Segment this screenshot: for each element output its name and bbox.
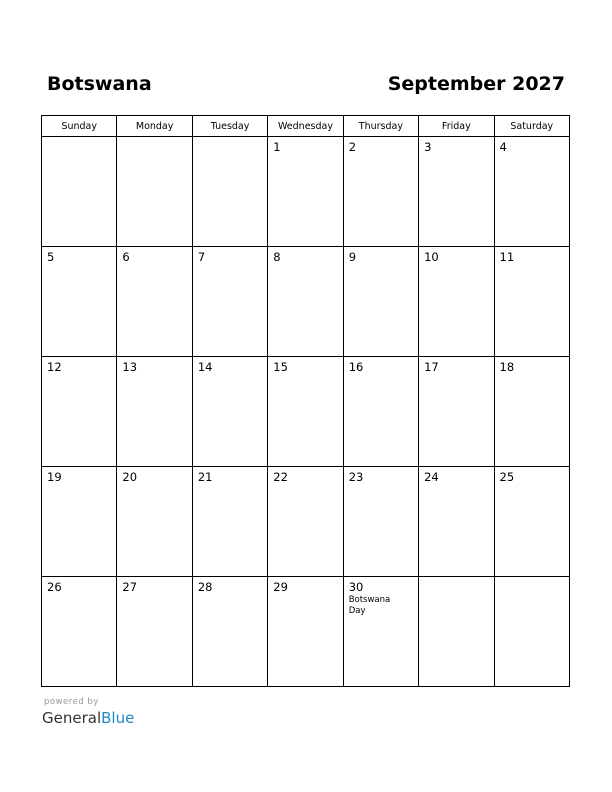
week-row [42, 137, 570, 247]
day-number: 1 [273, 140, 281, 154]
weekday-header: Tuesday [192, 116, 267, 137]
day-cell [419, 247, 494, 357]
day-cell [117, 357, 192, 467]
day-number: 30 [348, 580, 364, 594]
powered-by-text: powered by [44, 697, 99, 707]
day-cell [117, 247, 192, 357]
day-cell-empty [192, 137, 267, 247]
day-number: 25 [499, 470, 515, 484]
day-number: 16 [348, 360, 364, 374]
day-cell [42, 357, 117, 467]
weekday-header: Wednesday [268, 116, 343, 137]
day-number: 29 [273, 580, 288, 594]
weekday-header: Thursday [343, 116, 418, 137]
week-row [42, 247, 570, 357]
day-cell-empty [42, 137, 117, 247]
day-number: 11 [499, 250, 515, 264]
day-number: 21 [197, 470, 213, 484]
day-cell [268, 577, 343, 687]
day-number: 24 [424, 470, 439, 484]
day-number: 5 [47, 250, 55, 264]
day-cell [42, 247, 117, 357]
day-number: 19 [47, 470, 62, 484]
day-cell [117, 467, 192, 577]
day-number: 3 [424, 140, 432, 154]
day-cell-empty [117, 137, 192, 247]
day-number: 15 [273, 360, 288, 374]
week-row [42, 577, 570, 687]
day-number: 14 [197, 360, 213, 374]
day-number: 13 [122, 360, 138, 374]
day-number: 22 [273, 470, 288, 484]
day-cell [343, 467, 418, 577]
day-cell [268, 467, 343, 577]
weekday-header-row [42, 116, 570, 137]
brand-blue-text: Blue [101, 709, 135, 727]
weekday-header: Sunday [42, 116, 117, 137]
day-cell [117, 577, 192, 687]
day-number: 10 [424, 250, 439, 264]
day-cell [192, 357, 267, 467]
day-cell [42, 577, 117, 687]
day-cell [494, 247, 569, 357]
weekday-header: Saturday [494, 116, 569, 137]
day-cell [343, 247, 418, 357]
week-row [42, 357, 570, 467]
country-title: Botswana [47, 73, 152, 95]
day-cell-holiday [343, 577, 418, 687]
weekday-header: Friday [419, 116, 494, 137]
day-number: 18 [499, 360, 515, 374]
day-cell [268, 357, 343, 467]
day-cell [494, 137, 569, 247]
weekday-header: Monday [117, 116, 192, 137]
day-number: 4 [499, 140, 507, 154]
generalblue-logo[interactable] [42, 708, 134, 728]
day-number: 27 [122, 580, 138, 594]
brand-general-text: General [42, 709, 102, 727]
day-number: 8 [273, 250, 281, 264]
day-cell [268, 247, 343, 357]
day-cell [343, 137, 418, 247]
week-row [42, 467, 570, 577]
day-cell [42, 467, 117, 577]
day-number: 17 [424, 360, 439, 374]
day-cell [494, 467, 569, 577]
month-year-title: September 2027 [387, 73, 565, 95]
day-cell [192, 247, 267, 357]
day-number: 20 [122, 470, 138, 484]
day-number: 26 [47, 580, 62, 594]
day-number: 6 [122, 250, 130, 264]
day-cell [419, 467, 494, 577]
day-cell [419, 357, 494, 467]
day-cell [343, 357, 418, 467]
holiday-label: Botswana Day [348, 595, 391, 616]
day-cell [192, 577, 267, 687]
day-cell [192, 467, 267, 577]
day-cell-empty [494, 577, 569, 687]
calendar-grid [41, 115, 570, 687]
day-cell [419, 137, 494, 247]
day-number: 23 [348, 470, 364, 484]
day-cell [494, 357, 569, 467]
day-number: 7 [197, 250, 206, 264]
day-cell-empty [419, 577, 494, 687]
day-number: 2 [348, 140, 357, 154]
day-number: 28 [197, 580, 213, 594]
day-number: 9 [348, 250, 357, 264]
day-cell [268, 137, 343, 247]
day-number: 12 [47, 360, 62, 374]
